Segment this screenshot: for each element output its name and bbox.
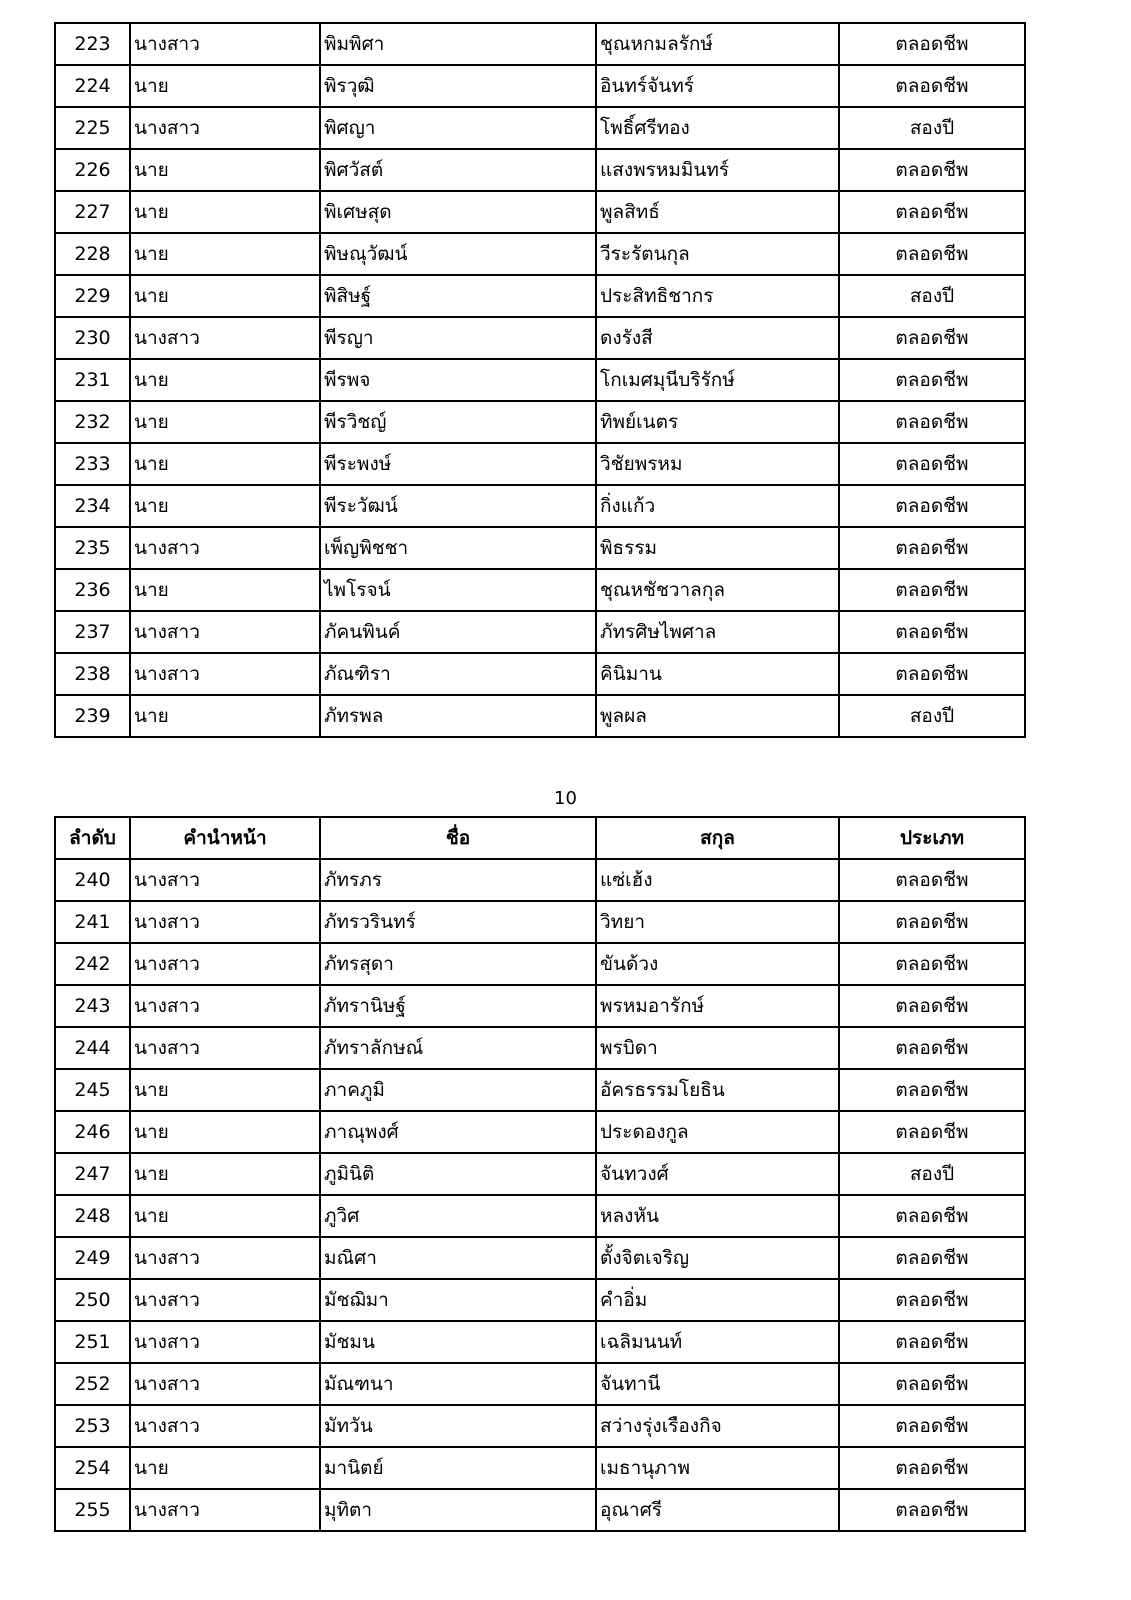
- membership-type: ตลอดชีพ: [839, 443, 1025, 485]
- table-row: [55, 1321, 1025, 1363]
- first-name: เพ็ญพิชชา: [320, 527, 596, 569]
- table-row: [55, 1279, 1025, 1321]
- membership-type: ตลอดชีพ: [839, 1237, 1025, 1279]
- membership-type: ตลอดชีพ: [839, 569, 1025, 611]
- membership-type: ตลอดชีพ: [839, 859, 1025, 901]
- row-number: 246: [55, 1111, 130, 1153]
- last-name: เฉลิมนนท์: [596, 1321, 839, 1363]
- name-title: นางสาว: [130, 1027, 320, 1069]
- row-number: 253: [55, 1405, 130, 1447]
- last-name: คินิมาน: [596, 653, 839, 695]
- table-row: [55, 1195, 1025, 1237]
- table-row: [55, 233, 1025, 275]
- first-name: ภาณุพงศ์: [320, 1111, 596, 1153]
- table-row: [55, 653, 1025, 695]
- table-row: [55, 317, 1025, 359]
- row-number: 236: [55, 569, 130, 611]
- table-row: [55, 443, 1025, 485]
- name-title: นาย: [130, 695, 320, 737]
- name-title: นาย: [130, 485, 320, 527]
- table-row: [55, 401, 1025, 443]
- last-name: กิ่งแก้ว: [596, 485, 839, 527]
- row-number: 231: [55, 359, 130, 401]
- first-name: มัชมน: [320, 1321, 596, 1363]
- membership-type: ตลอดชีพ: [839, 1321, 1025, 1363]
- name-title: นาย: [130, 569, 320, 611]
- table-row: [55, 107, 1025, 149]
- first-name: ภัทรสุดา: [320, 943, 596, 985]
- membership-type: ตลอดชีพ: [839, 359, 1025, 401]
- membership-type: ตลอดชีพ: [839, 149, 1025, 191]
- membership-type: ตลอดชีพ: [839, 943, 1025, 985]
- first-name: พิสิษฐ์: [320, 275, 596, 317]
- name-title: นางสาว: [130, 943, 320, 985]
- row-number: 229: [55, 275, 130, 317]
- membership-type: ตลอดชีพ: [839, 985, 1025, 1027]
- row-number: 227: [55, 191, 130, 233]
- row-number: 254: [55, 1447, 130, 1489]
- name-title: นางสาว: [130, 901, 320, 943]
- last-name: วิชัยพรหม: [596, 443, 839, 485]
- last-name: ภัทรศิษไพศาล: [596, 611, 839, 653]
- last-name: พูลผล: [596, 695, 839, 737]
- last-name: โกเมศมุนีบริรักษ์: [596, 359, 839, 401]
- header-type: ประเภท: [839, 817, 1025, 859]
- header-first-name: ชื่อ: [320, 817, 596, 859]
- name-title: นางสาว: [130, 1279, 320, 1321]
- last-name: ตั้งจิตเจริญ: [596, 1237, 839, 1279]
- first-name: พิรวุฒิ: [320, 65, 596, 107]
- table-row: [55, 275, 1025, 317]
- last-name: วีระรัตนกุล: [596, 233, 839, 275]
- membership-type: ตลอดชีพ: [839, 1027, 1025, 1069]
- table-row: [55, 527, 1025, 569]
- name-title: นางสาว: [130, 317, 320, 359]
- first-name: ภัทรพล: [320, 695, 596, 737]
- first-name: มานิตย์: [320, 1447, 596, 1489]
- membership-type: ตลอดชีพ: [839, 401, 1025, 443]
- member-table-bottom: [54, 816, 1026, 1532]
- name-title: นางสาว: [130, 23, 320, 65]
- row-number: 243: [55, 985, 130, 1027]
- membership-type: ตลอดชีพ: [839, 1069, 1025, 1111]
- first-name: ภัทรภร: [320, 859, 596, 901]
- table-row: [55, 1153, 1025, 1195]
- name-title: นางสาว: [130, 1237, 320, 1279]
- first-name: พิศญา: [320, 107, 596, 149]
- membership-type: ตลอดชีพ: [839, 527, 1025, 569]
- row-number: 248: [55, 1195, 130, 1237]
- first-name: ภัคนพินค์: [320, 611, 596, 653]
- last-name: แสงพรหมมินทร์: [596, 149, 839, 191]
- table-row: [55, 943, 1025, 985]
- table-row: [55, 1489, 1025, 1531]
- row-number: 250: [55, 1279, 130, 1321]
- membership-type: สองปี: [839, 695, 1025, 737]
- first-name: พีระวัฒน์: [320, 485, 596, 527]
- header-last-name: สกุล: [596, 817, 839, 859]
- first-name: พิมพิศา: [320, 23, 596, 65]
- name-title: นาย: [130, 1153, 320, 1195]
- last-name: ประสิทธิชากร: [596, 275, 839, 317]
- membership-type: ตลอดชีพ: [839, 23, 1025, 65]
- table-row: [55, 1069, 1025, 1111]
- row-number: 244: [55, 1027, 130, 1069]
- last-name: พูลสิทธ์: [596, 191, 839, 233]
- last-name: อัครธรรมโยธิน: [596, 1069, 839, 1111]
- row-number: 233: [55, 443, 130, 485]
- row-number: 234: [55, 485, 130, 527]
- first-name: ภาคภูมิ: [320, 1069, 596, 1111]
- last-name: แซ่เฮ้ง: [596, 859, 839, 901]
- member-table-header: [55, 817, 1025, 859]
- first-name: พิเศษสุด: [320, 191, 596, 233]
- name-title: นาย: [130, 401, 320, 443]
- row-number: 247: [55, 1153, 130, 1195]
- first-name: ไพโรจน์: [320, 569, 596, 611]
- first-name: พิษณุวัฒน์: [320, 233, 596, 275]
- last-name: พรบิดา: [596, 1027, 839, 1069]
- header-row: [55, 817, 1025, 859]
- name-title: นาย: [130, 233, 320, 275]
- first-name: ภูมินิติ: [320, 1153, 596, 1195]
- membership-type: ตลอดชีพ: [839, 1111, 1025, 1153]
- last-name: จันทานี: [596, 1363, 839, 1405]
- membership-type: สองปี: [839, 275, 1025, 317]
- table-row: [55, 859, 1025, 901]
- membership-type: ตลอดชีพ: [839, 1195, 1025, 1237]
- row-number: 238: [55, 653, 130, 695]
- name-title: นางสาว: [130, 1363, 320, 1405]
- table-row: [55, 485, 1025, 527]
- last-name: ชุณหชัชวาลกุล: [596, 569, 839, 611]
- last-name: หลงหัน: [596, 1195, 839, 1237]
- row-number: 241: [55, 901, 130, 943]
- name-title: นาย: [130, 1069, 320, 1111]
- first-name: พีระพงษ์: [320, 443, 596, 485]
- membership-type: ตลอดชีพ: [839, 1363, 1025, 1405]
- last-name: อุณาศรี: [596, 1489, 839, 1531]
- name-title: นาย: [130, 65, 320, 107]
- last-name: พรหมอารักษ์: [596, 985, 839, 1027]
- first-name: พิศวัสต์: [320, 149, 596, 191]
- name-title: นางสาว: [130, 107, 320, 149]
- page-number: 10: [554, 788, 577, 809]
- membership-type: ตลอดชีพ: [839, 1279, 1025, 1321]
- membership-type: ตลอดชีพ: [839, 233, 1025, 275]
- first-name: พีรวิชญ์: [320, 401, 596, 443]
- last-name: โพธิ์ศรีทอง: [596, 107, 839, 149]
- table-row: [55, 569, 1025, 611]
- table-row: [55, 23, 1025, 65]
- first-name: พีรพจ: [320, 359, 596, 401]
- row-number: 226: [55, 149, 130, 191]
- last-name: วิทยา: [596, 901, 839, 943]
- row-number: 239: [55, 695, 130, 737]
- member-table-bottom-body: [55, 859, 1025, 1531]
- membership-type: ตลอดชีพ: [839, 1405, 1025, 1447]
- table-row: [55, 65, 1025, 107]
- name-title: นางสาว: [130, 1321, 320, 1363]
- table-row: [55, 191, 1025, 233]
- row-number: 245: [55, 1069, 130, 1111]
- first-name: มัทวัน: [320, 1405, 596, 1447]
- table-row: [55, 611, 1025, 653]
- last-name: ทิพย์เนตร: [596, 401, 839, 443]
- last-name: ประดองกูล: [596, 1111, 839, 1153]
- table-row: [55, 1027, 1025, 1069]
- name-title: นาย: [130, 149, 320, 191]
- row-number: 230: [55, 317, 130, 359]
- name-title: นาย: [130, 1111, 320, 1153]
- name-title: นาย: [130, 191, 320, 233]
- membership-type: สองปี: [839, 107, 1025, 149]
- row-number: 232: [55, 401, 130, 443]
- table-row: [55, 901, 1025, 943]
- membership-type: ตลอดชีพ: [839, 611, 1025, 653]
- first-name: ภัทรานิษฐ์: [320, 985, 596, 1027]
- row-number: 240: [55, 859, 130, 901]
- row-number: 228: [55, 233, 130, 275]
- name-title: นางสาว: [130, 527, 320, 569]
- row-number: 251: [55, 1321, 130, 1363]
- membership-type: ตลอดชีพ: [839, 901, 1025, 943]
- table-row: [55, 695, 1025, 737]
- membership-type: ตลอดชีพ: [839, 1489, 1025, 1531]
- name-title: นางสาว: [130, 611, 320, 653]
- first-name: พีรญา: [320, 317, 596, 359]
- row-number: 225: [55, 107, 130, 149]
- row-number: 237: [55, 611, 130, 653]
- name-title: นาย: [130, 359, 320, 401]
- table-row: [55, 985, 1025, 1027]
- last-name: ชุณหกมลรักษ์: [596, 23, 839, 65]
- first-name: ภัทราลักษณ์: [320, 1027, 596, 1069]
- table-row: [55, 1363, 1025, 1405]
- table-row: [55, 1447, 1025, 1489]
- member-table-top: [54, 22, 1026, 738]
- name-title: นางสาว: [130, 985, 320, 1027]
- last-name: อินทร์จันทร์: [596, 65, 839, 107]
- last-name: พิธรรม: [596, 527, 839, 569]
- table-row: [55, 1405, 1025, 1447]
- first-name: ภูวิศ: [320, 1195, 596, 1237]
- row-number: 223: [55, 23, 130, 65]
- member-table-top-body: [55, 23, 1025, 737]
- membership-type: ตลอดชีพ: [839, 65, 1025, 107]
- membership-type: ตลอดชีพ: [839, 485, 1025, 527]
- name-title: นาย: [130, 275, 320, 317]
- row-number: 242: [55, 943, 130, 985]
- name-title: นางสาว: [130, 859, 320, 901]
- last-name: ขันด้วง: [596, 943, 839, 985]
- first-name: มัชฌิมา: [320, 1279, 596, 1321]
- name-title: นางสาว: [130, 1489, 320, 1531]
- name-title: นาย: [130, 1447, 320, 1489]
- row-number: 255: [55, 1489, 130, 1531]
- table-row: [55, 1111, 1025, 1153]
- membership-type: สองปี: [839, 1153, 1025, 1195]
- first-name: มณิศา: [320, 1237, 596, 1279]
- first-name: ภัณฑิรา: [320, 653, 596, 695]
- name-title: นาย: [130, 443, 320, 485]
- name-title: นางสาว: [130, 1405, 320, 1447]
- membership-type: ตลอดชีพ: [839, 317, 1025, 359]
- row-number: 224: [55, 65, 130, 107]
- last-name: เมธานุภาพ: [596, 1447, 839, 1489]
- name-title: นาย: [130, 1195, 320, 1237]
- row-number: 249: [55, 1237, 130, 1279]
- last-name: ดงรังสี: [596, 317, 839, 359]
- membership-type: ตลอดชีพ: [839, 1447, 1025, 1489]
- row-number: 235: [55, 527, 130, 569]
- last-name: จันทวงศ์: [596, 1153, 839, 1195]
- last-name: คำอิ่ม: [596, 1279, 839, 1321]
- first-name: มุทิตา: [320, 1489, 596, 1531]
- table-row: [55, 359, 1025, 401]
- table-row: [55, 149, 1025, 191]
- header-title: คำนำหน้า: [130, 817, 320, 859]
- header-no: ลำดับ: [55, 817, 130, 859]
- first-name: ภัทรวรินทร์: [320, 901, 596, 943]
- first-name: มัณฑนา: [320, 1363, 596, 1405]
- membership-type: ตลอดชีพ: [839, 653, 1025, 695]
- membership-type: ตลอดชีพ: [839, 191, 1025, 233]
- row-number: 252: [55, 1363, 130, 1405]
- table-row: [55, 1237, 1025, 1279]
- last-name: สว่างรุ่งเรืองกิจ: [596, 1405, 839, 1447]
- name-title: นางสาว: [130, 653, 320, 695]
